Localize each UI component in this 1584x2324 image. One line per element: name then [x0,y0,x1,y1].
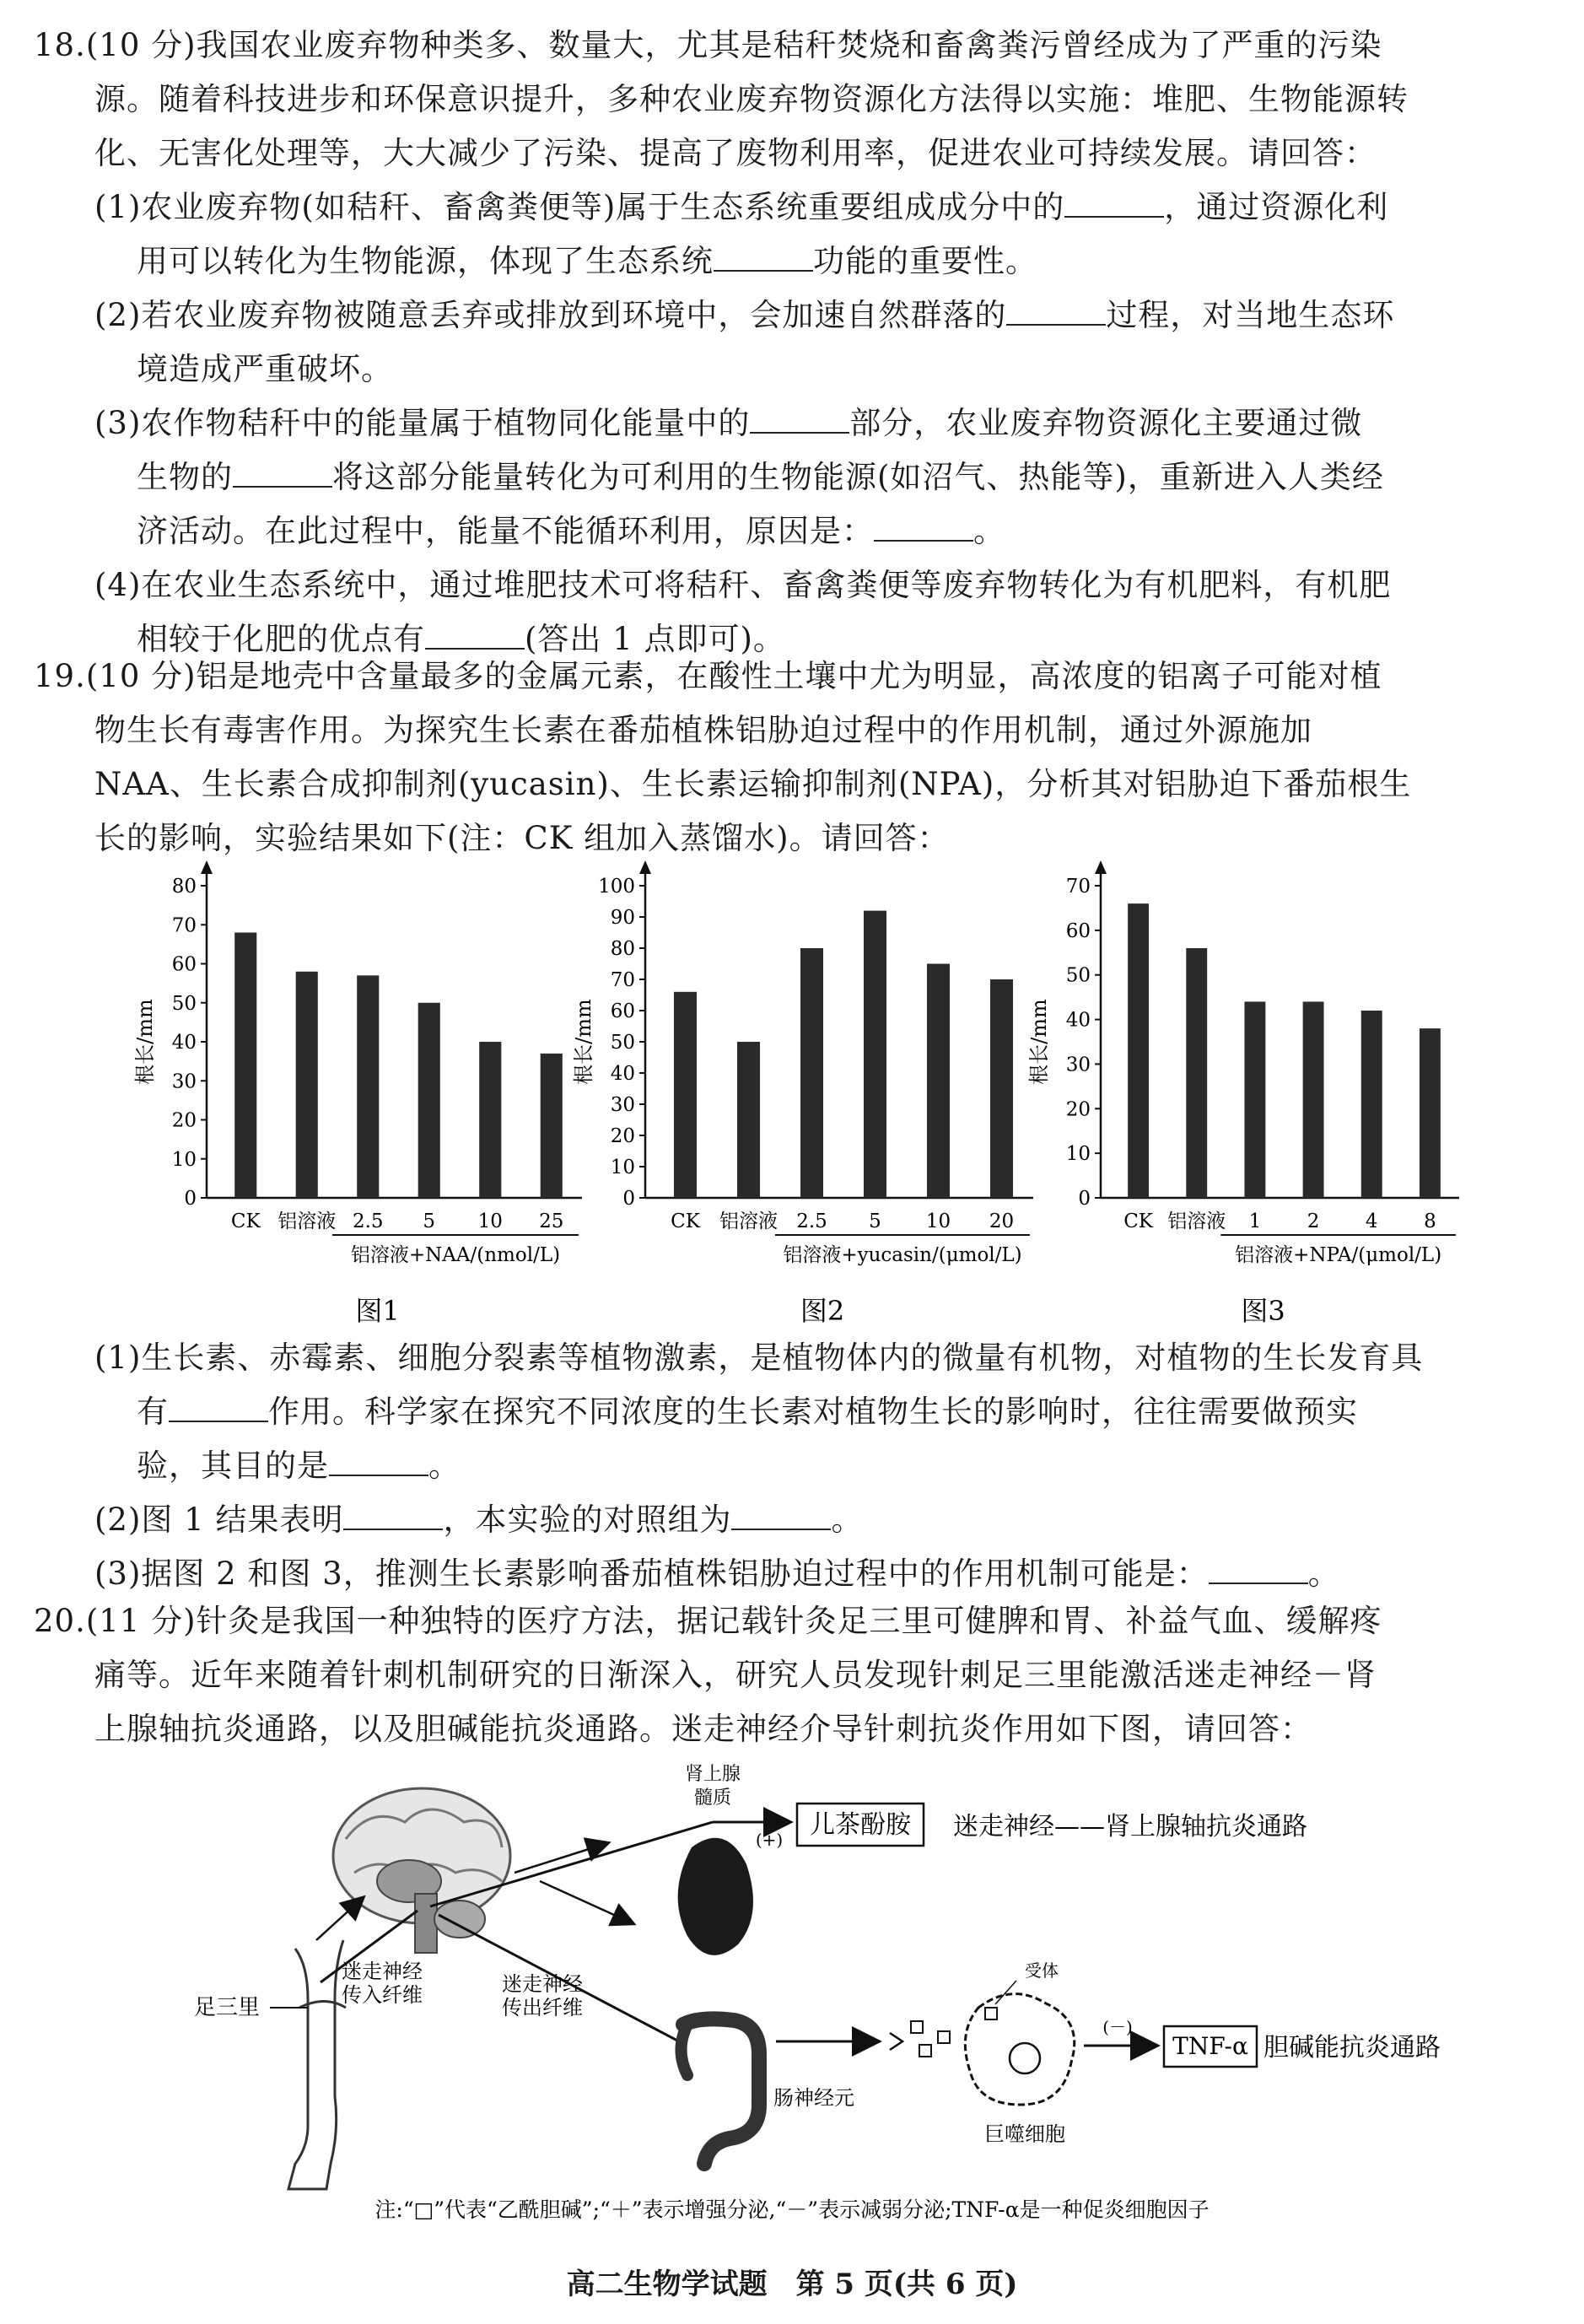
bar-charts-figure [0,860,1584,1333]
q19-sub1-cont: 有 作用。科学家在探究不同浓度的生长素对植物生长的影响时，往往需要做预实 [137,1394,1358,1430]
group-label: 铝溶液+yucasin/(μmol/L) [783,1244,1022,1266]
x-tick-label: 5 [869,1211,881,1232]
vagus-pathway-diagram [0,1755,1584,2227]
q18-sub3-cont2: 济活动。在此过程中，能量不能循环利用，原因是： 。 [137,513,1005,549]
question-18 [34,19,1552,666]
y-tick-label: 0 [622,1188,635,1210]
question-20 [34,1594,1552,1756]
x-tick-label: 5 [423,1211,436,1232]
y-tick-label: 50 [1065,964,1091,987]
answer-blank[interactable] [750,407,849,434]
bar [418,1003,440,1198]
y-tick-label: 60 [1065,919,1091,942]
y-tick-label: 30 [171,1070,197,1093]
y-tick-label: 20 [1065,1098,1091,1121]
answer-blank[interactable] [425,623,525,650]
reduce-sign: (－) [1102,2017,1133,2037]
y-tick-label: 70 [1065,876,1091,898]
y-tick-label: 20 [171,1109,197,1132]
intestine-icon [682,2019,760,2164]
y-tick-label: 70 [171,914,197,937]
zusanli-label: 足三里 [194,1995,261,2020]
x-tick-label: CK [1123,1211,1153,1232]
leg-icon [288,1940,346,2189]
bar [479,1042,501,1198]
bar [1128,903,1149,1198]
q18-stem-line: 源。随着科技进步和环保意识提升，多种农业废弃物资源化方法得以实施：堆肥、生物能源转 [94,81,1409,117]
group-label: 铝溶液+NAA/(nmol/L) [350,1244,561,1266]
page-footer: 高二生物学试题 第 5 页(共 6 页) [566,2267,1018,2301]
y-tick-label: 50 [171,992,197,1015]
bar [1186,948,1207,1198]
adrenal-label: 肾上腺 [684,1764,741,1785]
pathway1-label: 迷走神经——肾上腺轴抗炎通路 [953,1812,1307,1841]
y-tick-label: 30 [1065,1054,1091,1076]
bar [990,979,1013,1198]
x-tick-label: 铝溶液 [277,1211,337,1232]
answer-blank[interactable] [1006,299,1106,326]
afferent-label-2: 传入纤维 [342,1983,423,2007]
answer-blank[interactable] [329,1449,428,1476]
bar [864,911,886,1198]
enhance-sign: (+) [755,1830,784,1850]
q18-sub4-cont: 相较于化肥的优点有 (答出 1 点即可)。 [137,621,785,657]
answer-blank[interactable] [233,461,332,488]
q19-sub3: (3)据图 2 和图 3，推测生长素影响番茄植株铝胁迫过程中的作用机制可能是： 。 [94,1556,1340,1592]
x-tick-label: CK [671,1211,700,1232]
bar [1244,1001,1265,1198]
enteric-neuron-label: 肠神经元 [773,2086,854,2110]
q18-sub2: (2)若农业废弃物被随意丢弃或排放到环境中，会加速自然群落的 过程，对当地生态环 [94,297,1395,333]
y-tick-label: 20 [610,1125,635,1147]
q19-sub1: (1)生长素、赤霉素、细胞分裂素等植物激素，是植物体内的微量有机物，对植物的生长发育具 [94,1340,1424,1376]
q18-sub1-cont: 用可以转化为生物能源，体现了生态系统 功能的重要性。 [137,243,1037,279]
adrenal-medulla-label: 髓质 [693,1787,732,1809]
bar [296,972,318,1198]
y-axis-label: 根长/mm [133,999,157,1085]
bar [927,964,950,1199]
x-tick-label: 2.5 [352,1211,384,1232]
x-tick-label: 25 [539,1211,564,1232]
x-tick-label: 4 [1365,1211,1378,1232]
y-tick-label: 90 [610,907,635,929]
q18-sub3-cont: 生物的 将这部分能量转化为可利用的生物能源(如沼气、热能等)，重新进入人类经 [137,459,1384,495]
x-tick-label: CK [230,1211,261,1232]
efferent-label-2: 传出纤维 [502,1996,583,2019]
y-tick-label: 10 [610,1157,635,1178]
macrophage-icon [965,1994,1074,2105]
q18-stem-line: 化、无害化处理等，大大减少了污染、提高了废物利用率，促进农业可持续发展。请回答： [94,135,1377,171]
q19-sub2: (2)图 1 结果表明 ，本实验的对照组为 。 [94,1502,864,1538]
figure-caption: 图1 [355,1295,400,1327]
q19-sub1-cont2: 验，其目的是 。 [137,1448,461,1484]
efferent-label: 迷走神经 [502,1972,583,1996]
y-tick-label: 0 [1078,1188,1091,1210]
answer-blank[interactable] [169,1395,268,1422]
bar [737,1042,760,1198]
x-tick-label: 铝溶液 [1167,1211,1226,1232]
y-tick-label: 0 [184,1188,197,1210]
y-tick-label: 30 [610,1094,635,1116]
x-tick-label: 10 [925,1211,951,1232]
bar [541,1054,563,1198]
brain-icon [333,1788,510,1953]
answer-blank[interactable] [714,245,813,272]
diagram-note: 注:“□”代表“乙酰胆碱”;“＋”表示增强分泌,“－”表示减弱分泌;TNF-α是一种促炎细胞因子 [374,2197,1210,2222]
receptor-label: 受体 [1025,1960,1059,1981]
y-axis-arrow [201,860,213,874]
tnf-label: TNF-α [1172,2032,1248,2060]
answer-blank[interactable] [874,515,973,542]
q19-stem-line: 长的影响，实验结果如下(注：CK 组加入蒸馏水)。请回答： [94,820,950,856]
y-tick-label: 100 [598,876,635,898]
answer-blank[interactable] [1209,1557,1308,1584]
bar [357,975,379,1198]
bar [674,992,697,1198]
group-label: 铝溶液+NPA/(μmol/L) [1235,1244,1442,1266]
figure-caption: 图2 [800,1295,845,1327]
q18-sub4: (4)在农业生态系统中，通过堆肥技术可将秸秆、畜禽粪便等废弃物转化为有机肥料，有机肥 [94,567,1392,603]
answer-blank[interactable] [343,1503,443,1530]
q20-stem-line: 痛等。近年来随着针刺机制研究的日渐深入，研究人员发现针刺足三里能激活迷走神经－肾 [94,1657,1377,1693]
bar [234,933,256,1199]
y-axis-arrow [1095,860,1107,874]
q19-stem-line: 19.(10 分)铝是地壳中含量最多的金属元素，在酸性土壤中尤为明显，高浓度的铝离子可能对植 [34,658,1382,694]
x-tick-label: 20 [989,1211,1015,1232]
y-tick-label: 10 [1065,1143,1091,1166]
y-tick-label: 10 [171,1148,197,1171]
y-axis-label: 根长/mm [1027,999,1051,1085]
q18-sub1: (1)农业废弃物(如秸秆、畜禽粪便等)属于生态系统重要组成成分中的 ，通过资源化利 [94,189,1389,225]
y-tick-label: 80 [610,938,635,960]
macrophage-label: 巨噬细胞 [984,2122,1065,2146]
adrenal-gland-icon [678,1838,753,1955]
y-axis-label: 根长/mm [572,999,595,1085]
q20-stem-line: 上腺轴抗炎通路，以及胆碱能抗炎通路。迷走神经介导针刺抗炎作用如下图，请回答： [94,1711,1312,1747]
question-19-subs [34,1331,1552,1601]
y-axis-arrow [639,860,651,874]
q19-stem-line: NAA、生长素合成抑制剂(yucasin)、生长素运输抑制剂(NPA)，分析其对铝胁迫下番茄根生 [94,766,1412,802]
bar [1303,1001,1324,1198]
question-19 [34,650,1552,865]
acetylcholine-icon [890,2021,950,2057]
bar [800,948,823,1198]
catecholamine-label: 儿茶酚胺 [810,1810,911,1840]
answer-blank[interactable] [1064,191,1164,218]
x-tick-label: 铝溶液 [719,1211,778,1232]
q18-sub3: (3)农作物秸秆中的能量属于植物同化能量中的 部分，农业废弃物资源化主要通过微 [94,405,1363,441]
bar [1361,1011,1382,1198]
y-tick-label: 50 [610,1032,635,1054]
pathway2-label: 胆碱能抗炎通路 [1263,2033,1441,2062]
afferent-label: 迷走神经 [342,1960,423,1983]
y-tick-label: 70 [610,969,635,991]
q18-sub2-cont: 境造成严重破坏。 [137,351,393,387]
q18-stem-line: 18.(10 分)我国农业废弃物种类多、数量大，尤其是秸秆焚烧和畜禽粪污曾经成为了严重的污染 [34,27,1382,63]
y-tick-label: 40 [1065,1009,1091,1032]
q19-stem-line: 物生长有毒害作用。为探究生长素在番茄植株铝胁迫过程中的作用机制，通过外源施加 [94,712,1312,748]
x-tick-label: 2 [1307,1211,1320,1232]
bar [1420,1028,1441,1198]
x-tick-label: 2.5 [796,1211,827,1232]
y-tick-label: 60 [171,953,197,976]
y-tick-label: 80 [171,876,197,898]
answer-blank[interactable] [731,1503,831,1530]
y-tick-label: 40 [610,1063,635,1085]
x-tick-label: 10 [477,1211,503,1232]
figure-caption: 图3 [1241,1295,1285,1327]
x-tick-label: 8 [1424,1211,1436,1232]
q20-stem-line: 20.(11 分)针灸是我国一种独特的医疗方法，据记载针灸足三里可健脾和胃、补益气血、缓解疼 [34,1603,1382,1639]
y-tick-label: 60 [610,1000,635,1022]
x-tick-label: 1 [1248,1211,1262,1232]
y-tick-label: 40 [171,1032,197,1054]
